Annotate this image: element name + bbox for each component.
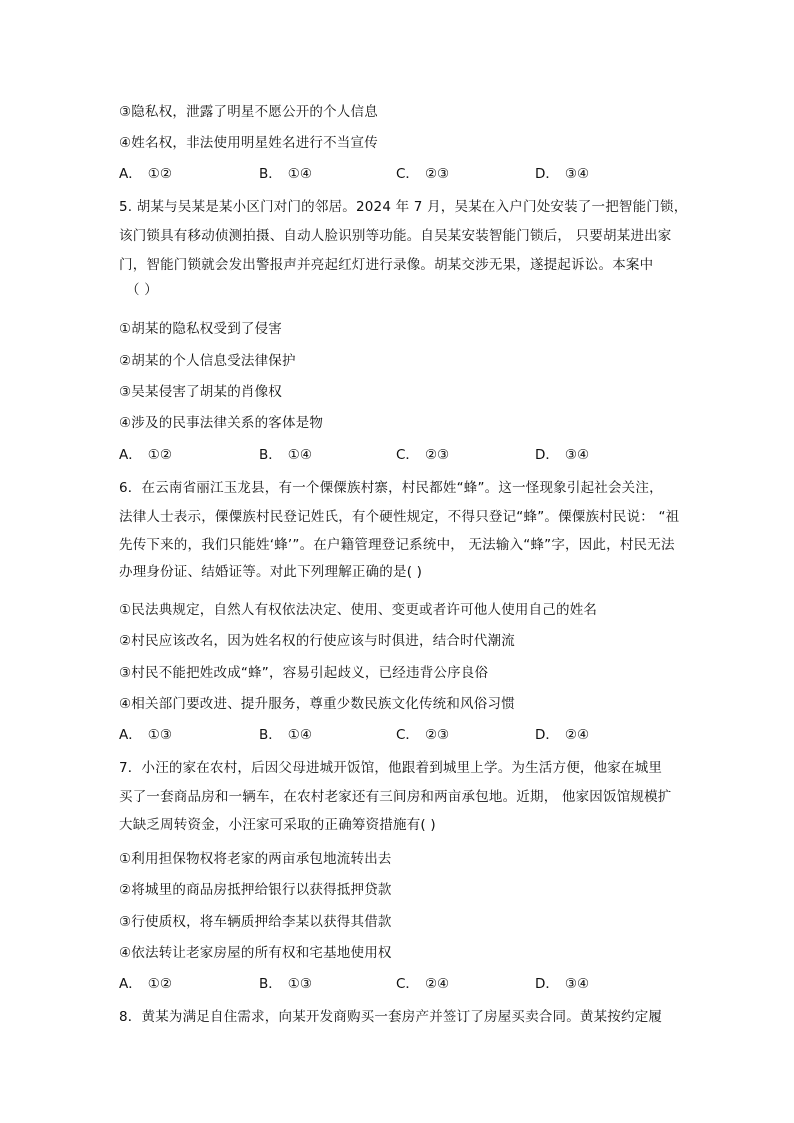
option-label: B． [259,727,282,743]
option-label: D． [535,447,559,463]
q5-stem-line-3: 门，智能门锁就会发出警报声并亮起红灯进行录像。胡某交涉无果，遂提起诉讼。本案中 [119,257,654,273]
option-value: ②④ [564,727,590,743]
q5-option-d[interactable] [535,444,589,466]
q4-option-d[interactable] [535,163,589,185]
option-value: ①② [147,976,172,992]
q6-stem-line-1: 6．在云南省丽江玉龙县，有一个傈僳族村寨，村民都姓“蜂”。这一怪现象引起社会关注， [119,480,663,496]
q7-options [119,973,684,995]
q6-option-c[interactable] [396,724,449,746]
option-label: A． [119,976,142,992]
q5-stem-line-2: 该门锁具有移动侦测拍摄、自动人脸识别等功能。自吴某安装智能门锁后， 只要胡某进出家 [119,228,672,244]
q6-item-1: ①民法典规定，自然人有权依法决定、使用、变更或者许可他人使用自己的姓名 [119,602,598,618]
q4-option-a[interactable] [119,163,172,185]
q6-item-3: ③村民不能把姓改成“蜂”，容易引起歧义，已经违背公序良俗 [119,665,489,681]
q8-stem-line-1: 8．黄某为满足自住需求，向某开发商购买一套房产并签订了房屋买卖合同。黄某按约定履 [119,1009,663,1025]
option-value: ③④ [564,447,590,463]
q6-option-a[interactable] [119,724,172,746]
q7-option-a[interactable] [119,973,172,995]
q6-stem-line-4: 办理身份证、结婚证等。对此下列理解正确的是( ) [119,564,423,580]
q7-stem-line-2: 买了一套商品房和一辆车，在农村老家还有三间房和两亩承包地。近期， 他家因饭馆规模扩 [119,789,672,805]
option-value: ①④ [287,447,312,463]
option-label: B． [259,447,282,463]
q4-option-c[interactable] [396,163,449,185]
option-label: A． [119,166,142,182]
option-label: B． [259,166,282,182]
option-value: ③④ [564,166,590,182]
option-value: ①③ [147,727,172,743]
option-value: ②③ [424,727,450,743]
q5-option-c[interactable] [396,444,449,466]
q6-stem-line-3: 先传下来的，我们只能姓‘蜂’”。在户籍管理登记系统中， 无法输入“蜂”字，因此，村民无法 [119,537,675,553]
q5-stem-line-1: 5. 胡某与吴某是某小区门对门的邻居。2024 年 7 月，吴某在入户门处安装了一把智能门锁， [119,199,688,215]
q7-stem-line-1: 7．小汪的家在农村，后因父母进城开饭馆，他跟着到城里上学。为生活方便，他家在城里 [119,760,663,776]
q7-item-3: ③行使质权，将车辆质押给李某以获得其借款 [119,914,392,930]
q6-option-b[interactable] [259,724,312,746]
q6-options [119,724,684,746]
option-label: A． [119,727,142,743]
q5-options [119,444,684,466]
q5-option-a[interactable] [119,444,172,466]
q5-option-b[interactable] [259,444,312,466]
option-label: D． [535,727,559,743]
q4-option-b[interactable] [259,163,312,185]
q7-option-b[interactable] [259,973,312,995]
option-label: A． [119,447,142,463]
q4-item-3: ③隐私权，泄露了明星不愿公开的个人信息 [119,104,378,120]
option-value: ①④ [287,727,312,743]
q6-item-2: ②村民应该改名，因为姓名权的行使应该与时俱进，结合时代潮流 [119,633,515,649]
q5-item-2: ②胡某的个人信息受法律保护 [119,353,296,369]
option-label: C． [396,166,419,182]
q6-stem-line-2: 法律人士表示，傈僳族村民登记姓氏，有个硬性规定，不得只登记“蜂”。傈僳族村民说： “祖 [119,509,680,525]
q5-item-1: ①胡某的隐私权受到了侵害 [119,321,283,337]
q5-item-3: ③吴某侵害了胡某的肖像权 [119,384,283,400]
q6-item-4: ④相关部门要改进、提升服务，尊重少数民族文化传统和风俗习惯 [119,696,515,712]
q7-item-1: ①利用担保物权将老家的两亩承包地流转出去 [119,851,392,867]
option-label: C． [396,447,419,463]
q5-item-4: ④涉及的民事法律关系的客体是物 [119,415,324,431]
option-value: ①③ [287,976,312,992]
option-value: ③④ [564,976,590,992]
option-value: ①④ [287,166,312,182]
option-label: D． [535,166,559,182]
option-label: D． [535,976,559,992]
q7-item-4: ④依法转让老家房屋的所有权和宅基地使用权 [119,945,392,961]
option-label: B． [259,976,282,992]
q7-option-d[interactable] [535,973,589,995]
option-value: ②③ [424,166,450,182]
option-label: C． [396,727,419,743]
option-label: C． [396,976,419,992]
option-value: ①② [147,166,172,182]
q4-item-4: ④姓名权，非法使用明星姓名进行不当宣传 [119,135,378,151]
q7-option-c[interactable] [396,973,449,995]
q5-answer-bracket: （ ） [126,282,158,298]
q4-options [119,163,684,185]
q7-stem-line-3: 大缺乏周转资金，小汪家可采取的正确筹资措施有( ) [119,817,436,833]
q7-item-2: ②将城里的商品房抵押给银行以获得抵押贷款 [119,882,392,898]
q6-option-d[interactable] [535,724,589,746]
option-value: ②④ [424,976,450,992]
option-value: ②③ [424,447,450,463]
option-value: ①② [147,447,172,463]
